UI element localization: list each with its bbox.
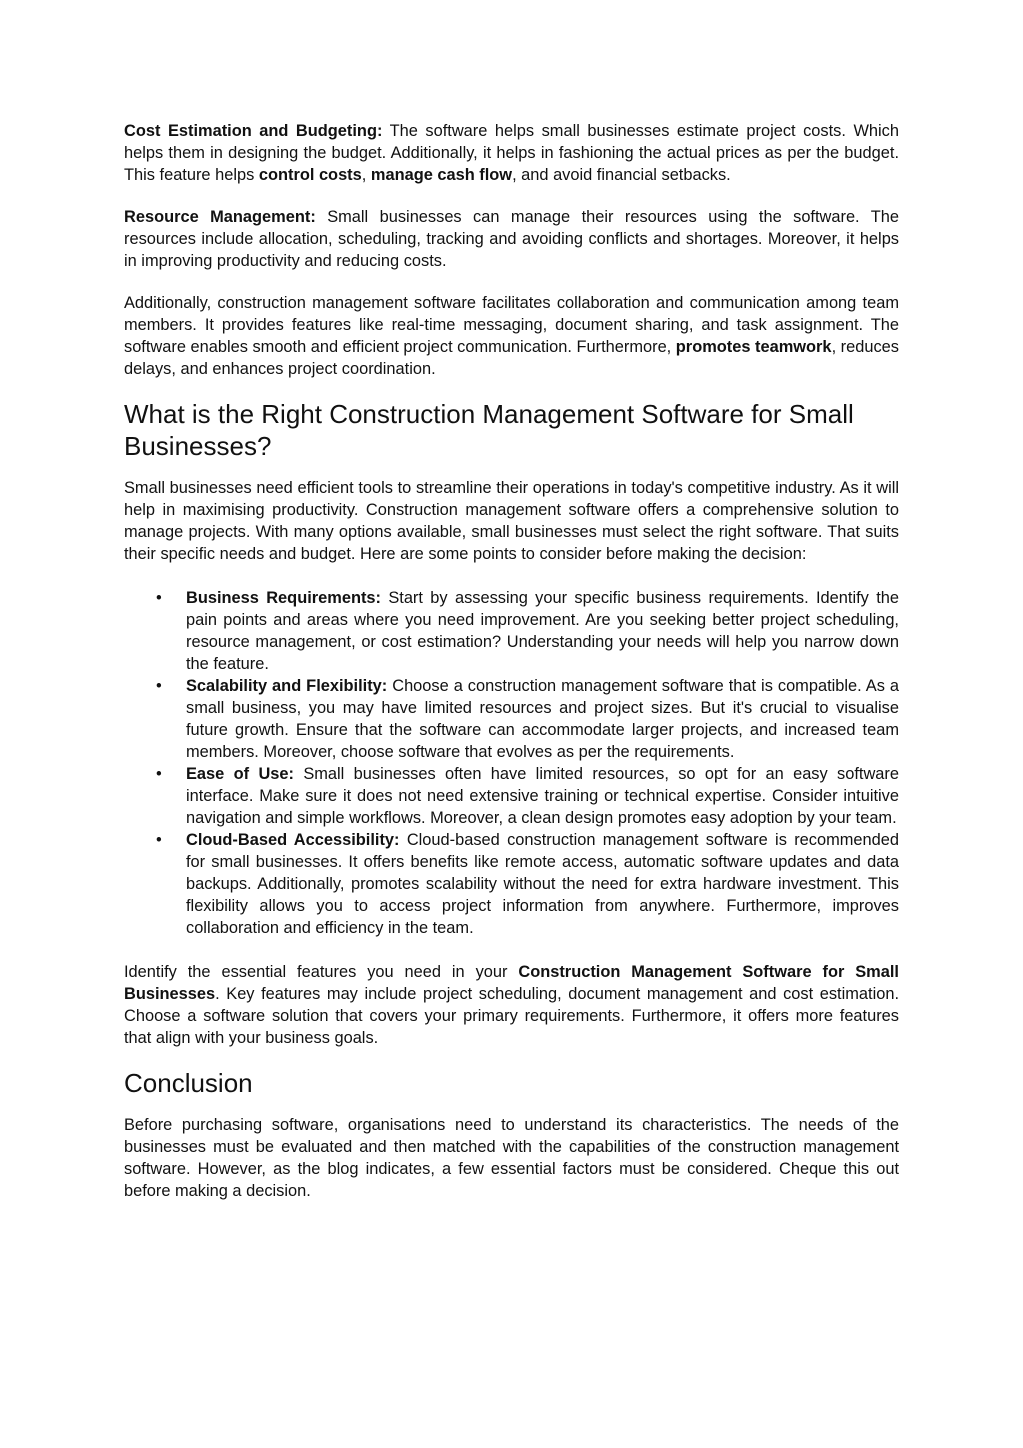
- collab-text-2: , reduces delays, and enhances project coordination.: [124, 338, 899, 378]
- cms-small-business-emphasis: Construction Management Software for Small Businesses: [124, 963, 899, 1003]
- list-item-text: Choose a construction management software that is compatible. As a small business, you may have limited resources and project sizes. But it's crucial to visualise future growth. Ensure that the software can accommodate larger projects, and increased team members. Moreover, choose software that evolves as per the requirements.: [186, 677, 899, 761]
- list-item-text: Cloud-based construction management software is recommended for small businesses. It offers benefits like remote access, automatic software updates and data backups. Additionally, promotes scalability without the need for extra hardware investment. This flexibility allows you to access project information from anywhere. Furthermore, improves collaboration and efficiency in the team.: [186, 831, 899, 937]
- paragraph-cost-estimation: [124, 120, 899, 186]
- list-item-label: Ease of Use:: [186, 765, 294, 783]
- paragraph-collaboration: [124, 292, 899, 380]
- list-item: [124, 763, 899, 829]
- heading-conclusion: Conclusion: [124, 1068, 253, 1098]
- features-text-1: Identify the essential features you need in your: [124, 963, 519, 981]
- cost-text-3: , and avoid financial setbacks.: [512, 166, 731, 184]
- cost-text-2: ,: [361, 166, 371, 184]
- list-item: [124, 587, 899, 675]
- paragraph-resource-management: [124, 206, 899, 272]
- list-item-text: Small businesses often have limited resources, so opt for an easy software interface. Make sure it does not need extensive training or technical expertise. Consider intuitive navigation and simple workflows. Moreover, a clean design promotes easy adoption by your team.: [186, 765, 899, 827]
- list-item-text: Start by assessing your specific business requirements. Identify the pain points and areas where you need improvement. Are you seeking better project scheduling, resource management, or cost estimation? Understanding your needs will help you narrow down the feature.: [186, 589, 899, 673]
- considerations-list: [124, 587, 899, 939]
- collab-text-1: Additionally, construction management software facilitates collaboration and communication among team members. It provides features like real-time messaging, document sharing, and task assignment. The software enables smooth and efficient project communication. Furthermore,: [124, 294, 899, 356]
- list-item-label: Cloud-Based Accessibility:: [186, 831, 400, 849]
- resource-management-label: Resource Management:: [124, 208, 316, 226]
- document-page: [124, 120, 899, 1202]
- manage-cash-flow-emphasis: manage cash flow: [370, 166, 513, 184]
- bullet-icon: •: [156, 831, 162, 849]
- bullet-icon: •: [156, 589, 162, 607]
- bullet-icon: •: [156, 677, 162, 695]
- heading-right-software: What is the Right Construction Management Software for Small Businesses?: [124, 399, 854, 461]
- list-item: [124, 829, 899, 939]
- cost-text-1: The software helps small businesses estimate project costs. Which helps them in designing the budget. Additionally, it helps in fashioning the actual prices as per the budget. This feature helps: [124, 122, 899, 184]
- bullet-icon: •: [156, 765, 162, 783]
- paragraph-features: [124, 961, 899, 1049]
- control-costs-emphasis: control costs: [258, 166, 362, 184]
- features-text-2: . Key features may include project scheduling, document management and cost estimation. Choose a software solution that covers your primary requirements. Furthermore, it offers more features that align with your business goals.: [124, 985, 899, 1047]
- list-item: [124, 675, 899, 763]
- paragraph-intro: Small businesses need efficient tools to streamline their operations in today's competitive industry. As it will help in maximising productivity. Construction management software offers a comprehensive solution to manage projects. With many options available, small businesses must select the right software. That suits their specific needs and budget. Here are some points to consider before making the decision:: [124, 479, 899, 563]
- paragraph-conclusion: Before purchasing software, organisations need to understand its characteristics. The needs of the businesses must be evaluated and then matched with the capabilities of the construction management software. However, as the blog indicates, a few essential factors must be considered. Cheque this out before making a decision.: [124, 1116, 899, 1200]
- list-item-label: Business Requirements:: [186, 589, 381, 607]
- promotes-teamwork-emphasis: promotes teamwork: [675, 338, 832, 356]
- resource-text: Small businesses can manage their resources using the software. The resources include allocation, scheduling, tracking and avoiding conflicts and shortages. Moreover, it helps in improving productivity and reducing costs.: [124, 208, 899, 270]
- cost-estimation-label: Cost Estimation and Budgeting:: [124, 122, 383, 140]
- list-item-label: Scalability and Flexibility:: [186, 677, 388, 695]
